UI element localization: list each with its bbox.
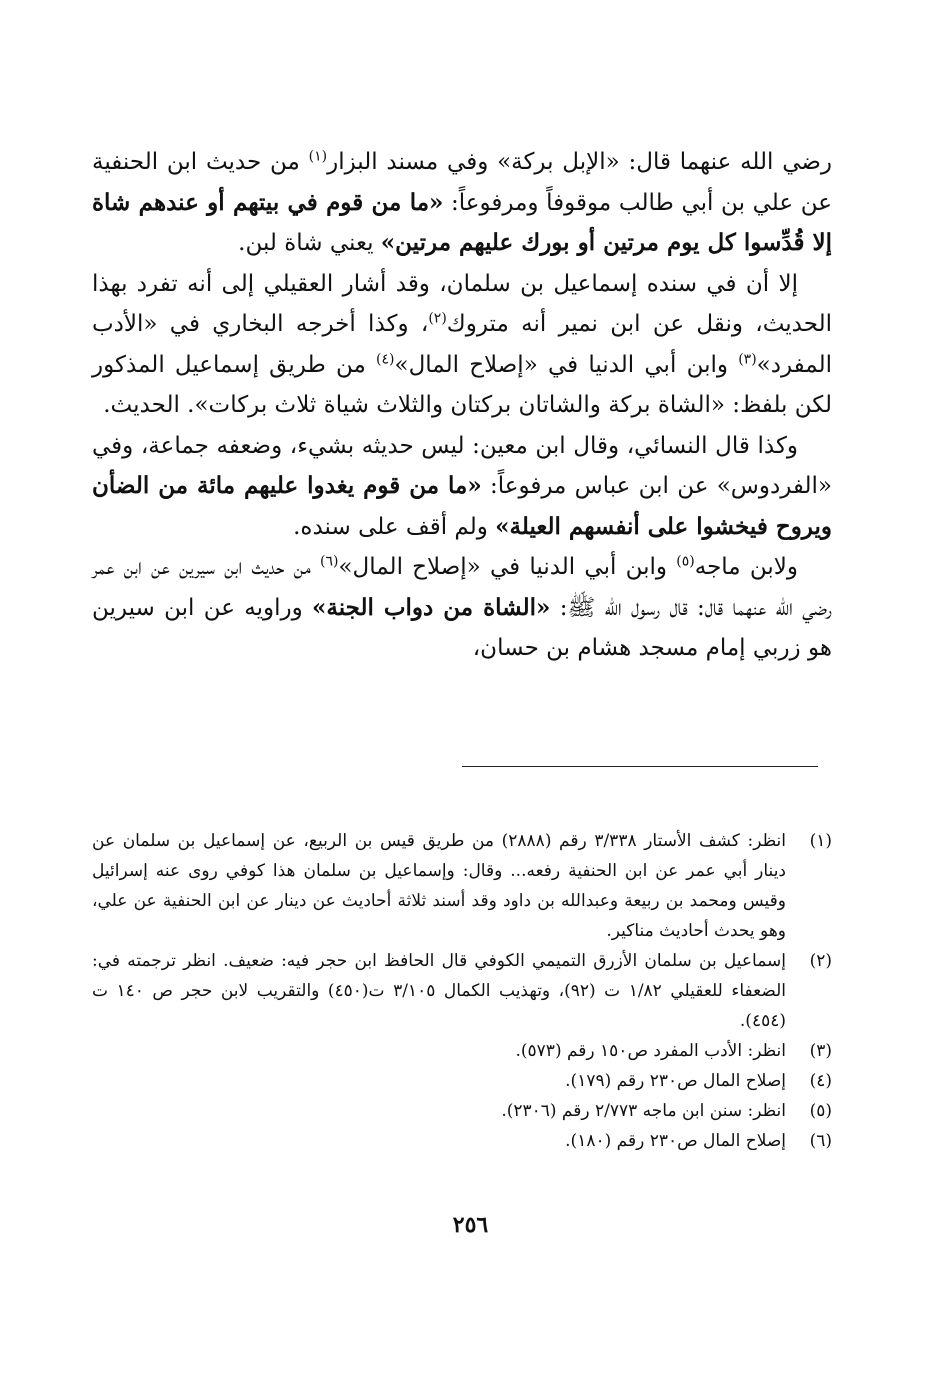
paragraph-3 bbox=[92, 426, 832, 548]
text: ولابن ماجه bbox=[694, 554, 798, 580]
text: ، وكذا أخرجه البخاري في «الأدب المفرد» bbox=[92, 311, 832, 378]
footnote-number: (٤) bbox=[809, 1071, 832, 1091]
hadith-quote: «الشاة من دواب الجنة» bbox=[311, 593, 551, 621]
text: إلا أن في سنده إسماعيل بن سلمان، وقد أشار العقيلي إلى أنه تفرد بهذا الحديث، ونقل عن ابن نمير أنه متروك bbox=[92, 270, 832, 337]
footnote-number: (٢) bbox=[809, 951, 832, 971]
footnote-text: انظر: كشف الأستار ٣/٣٣٨ رقم (٢٨٨٨) من طريق قيس بن الربيع، عن إسماعيل بن سلمان عن دينار أبي عمر عن ابن الحنفية رفعه... وقال: وإسماعيل بن سلمان هذا كوفي روى عنه إسرائيل وقيس ومحمد بن ربيعة وعبدالله بن داود وقد أسند ثلاثة أحاديث عن دينار عن ابن الحنفية عن علي، وهو يحدث أحاديث مناكير. bbox=[92, 831, 786, 941]
footnote-separator bbox=[462, 766, 818, 767]
footnote-text: إصلاح المال ص٢٣٠ رقم (١٨٠). bbox=[565, 1131, 786, 1151]
footnote-6 bbox=[92, 1126, 832, 1156]
footnote-5 bbox=[92, 1096, 832, 1126]
footnote-text: إسماعيل بن سلمان الأزرق التميمي الكوفي قال الحافظ ابن حجر فيه: ضعيف. انظر ترجمته في: الضعفاء للعقيلي ١/٨٢ ت (٩٢)، وتهذيب الكمال ٣/١٠٥ ت(٤٥٠) والتقريب لابن حجر ص ١٤٠ ت (٤٥٤). bbox=[92, 951, 786, 1031]
footnote-ref-1: (١) bbox=[308, 148, 328, 165]
footnote-text: انظر: سنن ابن ماجه ٢/٧٧٣ رقم (٢٣٠٦). bbox=[501, 1101, 786, 1121]
paragraph-4 bbox=[92, 547, 832, 669]
text: من حديث ابن الحنفية عن علي بن أبي طالب موقوفاً ومرفوعاً: bbox=[92, 149, 832, 216]
paragraph-1 bbox=[92, 142, 832, 264]
text: يعني شاة لبن. bbox=[238, 230, 381, 256]
footnote-ref-4: (٤) bbox=[376, 350, 395, 367]
text: ولم أقف على سنده. bbox=[293, 513, 496, 540]
footnote-number: (١) bbox=[809, 831, 832, 851]
footnote-ref-6: (٦) bbox=[320, 553, 339, 570]
text: وكذا قال النسائي، وقال ابن معين: ليس حديثه بشيء، وضعفه جماعة، وفي «الفردوس» عن ابن عباس مرفوعاً: bbox=[92, 432, 832, 499]
text: رضي الله عنهما قال: «الإبل بركة» وفي مسند البزار bbox=[327, 149, 832, 175]
paragraph-2 bbox=[92, 264, 832, 426]
footnote-ref-5: (٥) bbox=[676, 553, 695, 570]
footnotes bbox=[92, 826, 832, 1156]
footnote-ref-3: (٣) bbox=[738, 350, 757, 367]
text: من حديث ابن سيرين عن ابن عمر رضي الله عنهما قال: قال رسول الله ﷺ: bbox=[92, 554, 832, 621]
text: من طريق إسماعيل المذكور لكن بلفظ: «الشاة بركة والشاتان بركتان والثلاث شياة ثلاث بركات». الحديث. bbox=[92, 351, 832, 418]
footnote-1 bbox=[92, 826, 832, 946]
page-number: ٢٥٦ bbox=[452, 1212, 489, 1238]
footnote-number: (٣) bbox=[809, 1041, 832, 1061]
text: وابن أبي الدنيا في «إصلاح المال» bbox=[338, 554, 677, 580]
footnote-4 bbox=[92, 1066, 832, 1096]
footnote-ref-2: (٢) bbox=[428, 310, 447, 327]
footnote-number: (٦) bbox=[809, 1131, 832, 1151]
main-text bbox=[92, 142, 832, 669]
text: وراويه عن ابن سيرين هو زربي إمام مسجد هشام بن حسان، bbox=[92, 594, 832, 661]
footnote-text: إصلاح المال ص٢٣٠ رقم (١٧٩). bbox=[565, 1071, 786, 1091]
footnote-2 bbox=[92, 946, 832, 1036]
footnote-number: (٥) bbox=[809, 1101, 832, 1121]
hadith-quote: «ما من قوم يغدوا عليهم مائة من الضأن ويروح فيخشوا على أنفسهم العيلة» bbox=[92, 472, 832, 540]
text: وابن أبي الدنيا في «إصلاح المال» bbox=[394, 351, 739, 378]
footnote-3 bbox=[92, 1036, 832, 1066]
footnote-text: انظر: الأدب المفرد ص١٥٠ رقم (٥٧٣). bbox=[515, 1041, 786, 1061]
hadith-quote: «ما من قوم في بيتهم أو عندهم شاة إلا قُدِّسوا كل يوم مرتين أو بورك عليهم مرتين» bbox=[92, 188, 832, 256]
